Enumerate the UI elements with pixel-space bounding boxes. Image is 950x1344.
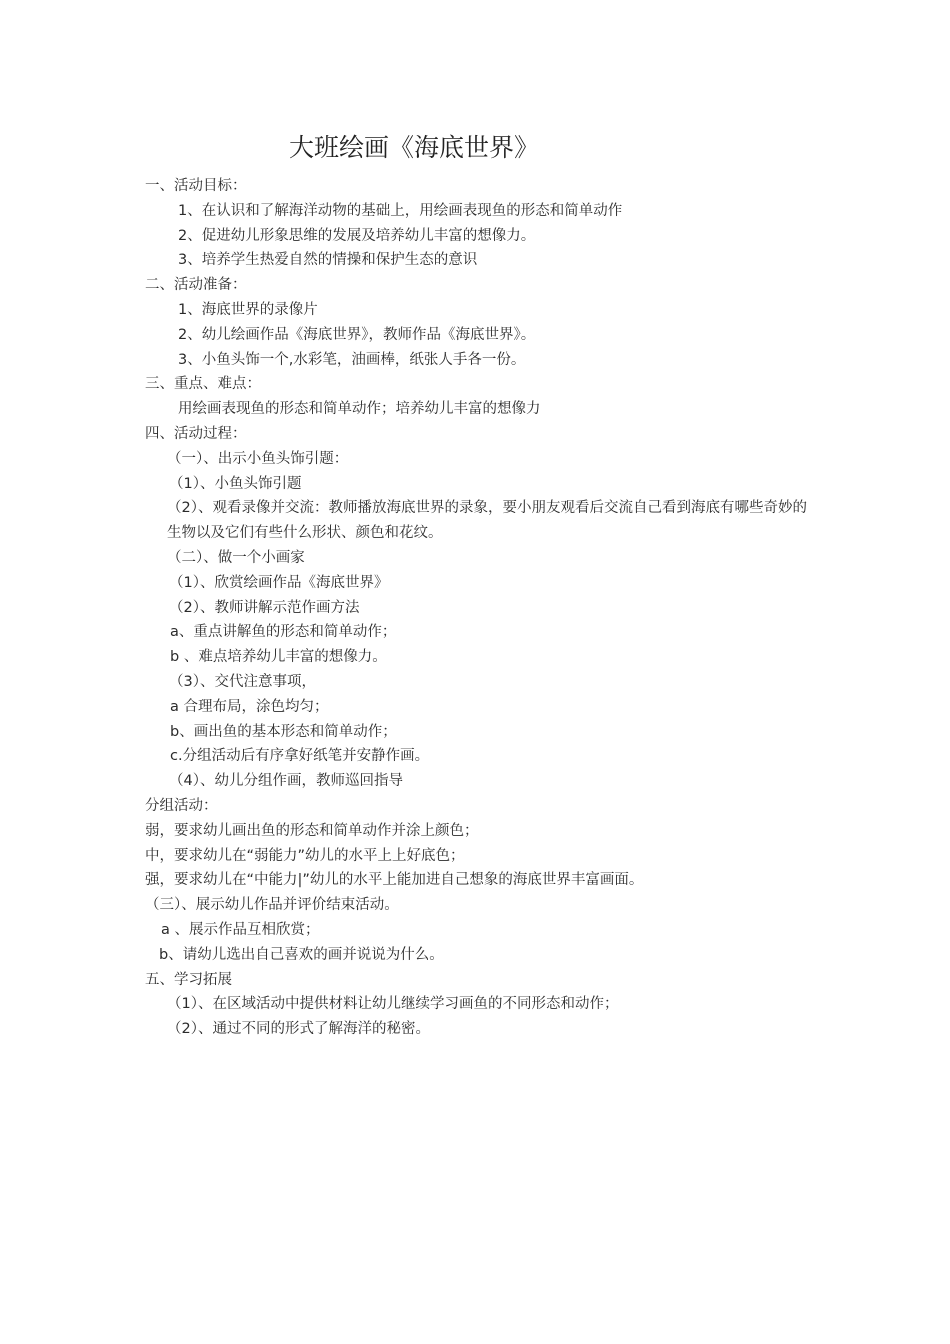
section-heading-key-points: 三、重点、难点： <box>145 376 261 393</box>
process-point-b: b 、难点培养幼儿丰富的想像力。 <box>170 649 387 666</box>
process-step-1: （一）、出示小鱼头饰引题： <box>167 450 349 467</box>
section-heading-preparation: 二、活动准备： <box>145 277 247 294</box>
process-substep-2-1: （1）、欣赏绘画作品《海底世界》 <box>169 574 389 591</box>
extension-item-2: （2）、通过不同的形式了解海洋的秘密。 <box>167 1021 430 1038</box>
process-rule-a: a 合理布局，涂色均匀； <box>170 698 329 715</box>
group-medium: 中，要求幼儿在“弱能力”幼儿的水平上上好底色； <box>145 847 465 864</box>
goal-item-1: 1、在认识和了解海洋动物的基础上，用绘画表现鱼的形态和简单动作 <box>178 202 623 219</box>
group-strong: 强，要求幼儿在“中能力|”幼儿的水平上能加进自己想象的海底世界丰富画面。 <box>145 872 644 889</box>
preparation-item-2: 2、幼儿绘画作品《海底世界》，教师作品《海底世界》。 <box>178 326 536 343</box>
section-heading-extension: 五、学习拓展 <box>145 971 232 988</box>
process-rule-b: b、画出鱼的基本形态和简单动作； <box>170 723 397 740</box>
section-heading-process: 四、活动过程： <box>145 425 247 442</box>
process-substep-1-2: （2）、观看录像并交流：教师播放海底世界的录象，要小朋友观看后交流自己看到海底有哪些奇妙的生物以及它们有些什么形状、颜色和花纹。 <box>167 500 807 542</box>
preparation-item-3: 3、小鱼头饰一个,水彩笔，油画棒，纸张人手各一份。 <box>178 351 526 368</box>
group-weak: 弱，要求幼儿画出鱼的形态和简单动作并涂上颜色； <box>145 822 479 839</box>
process-substep-2-3: （3）、交代注意事项， <box>169 673 316 690</box>
goal-item-2: 2、促进幼儿形象思维的发展及培养幼儿丰富的想像力。 <box>178 227 536 244</box>
process-step-3-b: b、请幼儿选出自己喜欢的画并说说为什么。 <box>159 946 444 963</box>
preparation-item-1: 1、海底世界的录像片 <box>178 301 318 318</box>
extension-item-1: （1）、在区域活动中提供材料让幼儿继续学习画鱼的不同形态和动作； <box>167 996 619 1013</box>
document-title: 大班绘画《海底世界》 <box>289 133 540 162</box>
process-step-2: （二）、做一个小画家 <box>167 549 305 566</box>
section-heading-goals: 一、活动目标： <box>145 178 247 194</box>
process-rule-c: c.分组活动后有序拿好纸笔并安静作画。 <box>170 748 430 765</box>
process-substep-2-2: （2）、教师讲解示范作画方法 <box>169 599 360 616</box>
process-point-a: a、重点讲解鱼的形态和简单动作； <box>170 624 397 641</box>
key-points-text: 用绘画表现鱼的形态和简单动作；培养幼儿丰富的想像力 <box>178 401 541 418</box>
group-activity-heading: 分组活动： <box>145 797 218 814</box>
process-step-3-a: a 、展示作品互相欣赏； <box>161 921 320 938</box>
document-body <box>145 174 815 1042</box>
goal-item-3: 3、培养学生热爱自然的情操和保护生态的意识 <box>178 252 478 269</box>
process-step-3: （三）、展示幼儿作品并评价结束活动。 <box>145 897 399 914</box>
process-substep-2-4: （4）、幼儿分组作画，教师巡回指导 <box>169 773 403 790</box>
process-substep-1-1: （1）、小鱼头饰引题 <box>169 475 302 492</box>
